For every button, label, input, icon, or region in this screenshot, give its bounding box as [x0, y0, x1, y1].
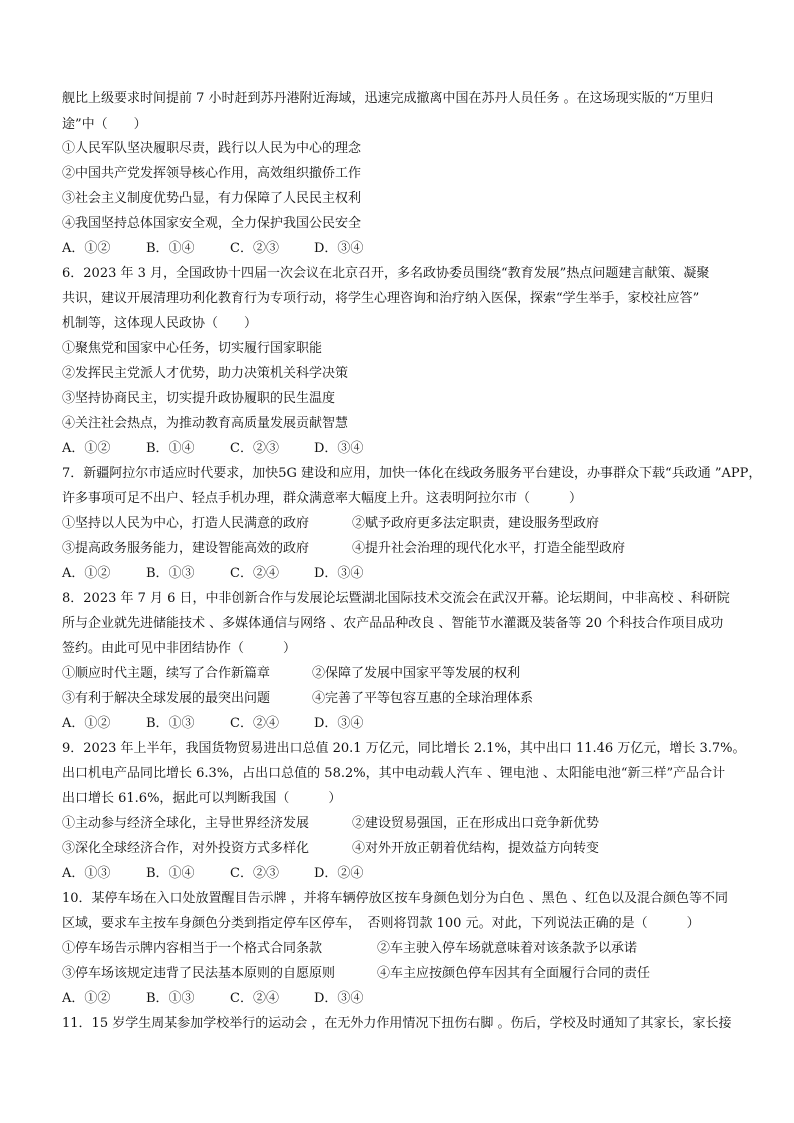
- question-8-text: 所与企业就先进储能技术 、多媒体通信与网络 、农产品品种改良 、智能节水灌溉及装备等 20 个科技合作项目成功: [62, 616, 724, 631]
- option-b: B．①④: [146, 241, 195, 256]
- statement-2: ②保障了发展中国家平等发展的权利: [312, 666, 521, 681]
- statement-row: [62, 666, 520, 682]
- option-b: B．①④: [146, 866, 195, 881]
- question-10-text: 区域，要求车主按车身颜色分类到指定停车区停车， 否则将罚款 100 元。对此，下列说法正确的是（ ）: [62, 916, 700, 931]
- statement-2: ②车主驶入停车场就意味着对该条款予以承诺: [377, 941, 638, 956]
- statement-row: [62, 841, 599, 857]
- option-b: B．①③: [146, 716, 195, 731]
- question-7-text: 7．新疆阿拉尔市适应时代要求，加快5G 建设和应用，加快一体化在线政务服务平台建设，办事群众下载“兵政通 ”APP，: [62, 466, 762, 481]
- statement-row: [62, 541, 625, 557]
- option-d: D．③④: [314, 566, 364, 581]
- option-a: A．①②: [62, 241, 111, 256]
- statement-4: ④完善了平等包容互惠的全球治理体系: [312, 691, 534, 706]
- question-8-text: 8．2023 年 7 月 6 日，中非创新合作与发展论坛暨湖北国际技术交流会在武汉开幕。论坛期间，中非高校 、科研院: [62, 591, 730, 606]
- question-6-text: 共识，建议开展清理功利化教育行为专项行动，将学生心理咨询和治疗纳入医保，探索“学生举手，家校社应答”: [62, 291, 700, 306]
- question-text: 舰比上级要求时间提前 7 小时赶到苏丹港附近海域，迅速完成撤离中国在苏丹人员任务 。在这场现实版的“万里归: [62, 91, 714, 106]
- answer-options: [62, 441, 398, 457]
- statement-row: [62, 691, 533, 707]
- option-a: A．①②: [62, 716, 111, 731]
- statement-1: ①坚持以人民为中心，打造人民满意的政府: [62, 516, 310, 531]
- option-c: C．②③: [230, 866, 279, 881]
- statement-3: ③坚持协商民主，切实提升政协履职的民生温度: [62, 391, 336, 406]
- option-d: D．③④: [314, 991, 364, 1006]
- statement-1: ①人民军队坚决履职尽责，践行以人民为中心的理念: [62, 141, 362, 156]
- question-10-text: 10．某停车场在入口处放置醒目告示牌 ，并将车辆停放区按车身颜色划分为白色 、黑色 、红色以及混合颜色等不同: [62, 891, 728, 906]
- statement-2: ②中国共产党发挥领导核心作用，高效组织撤侨工作: [62, 166, 362, 181]
- option-b: B．①④: [146, 441, 195, 456]
- option-d: D．③④: [314, 716, 364, 731]
- statement-4: ④关注社会热点，为推动教育高质量发展贡献智慧: [62, 416, 349, 431]
- option-c: C．②④: [230, 716, 279, 731]
- statement-row: [62, 816, 599, 832]
- question-9-text: 出口机电产品同比增长 6.3%，占出口总值的 58.2%，其中电动载人汽车 、锂电池 、太阳能电池“新三样”产品合计: [62, 766, 726, 781]
- statement-3: ③深化全球经济合作，对外投资方式多样化: [62, 841, 310, 856]
- option-c: C．②④: [230, 991, 279, 1006]
- statement-1: ①主动参与经济全球化，主导世界经济发展: [62, 816, 310, 831]
- statement-1: ①停车场告示牌内容相当于一个格式合同条款: [62, 941, 323, 956]
- answer-options: [62, 716, 398, 732]
- statement-3: ③有利于解决全球发展的最突出问题: [62, 691, 271, 706]
- statement-row: [62, 966, 650, 982]
- option-a: A．①②: [62, 566, 111, 581]
- option-c: C．②③: [230, 241, 279, 256]
- answer-options: [62, 241, 398, 257]
- answer-options: [62, 566, 398, 582]
- option-d: D．②④: [314, 866, 364, 881]
- question-9-text: 出口增长 61.6%，据此可以判断我国（ ）: [62, 791, 342, 806]
- option-a: A．①②: [62, 991, 111, 1006]
- answer-options: [62, 866, 398, 882]
- option-c: C．②③: [230, 441, 279, 456]
- statement-4: ④车主应按颜色停车因其有全面履行合同的责任: [377, 966, 651, 981]
- statement-2: ②建设贸易强国，正在形成出口竞争新优势: [352, 816, 600, 831]
- question-8-text: 签约。由此可见中非团结协作（ ）: [62, 641, 297, 656]
- statement-1: ①聚焦党和国家中心任务，切实履行国家职能: [62, 341, 323, 356]
- option-b: B．①③: [146, 991, 195, 1006]
- statement-row: [62, 941, 637, 957]
- answer-options: [62, 991, 398, 1007]
- statement-4: ④对外开放正朝着优结构，提效益方向转变: [352, 841, 600, 856]
- option-c: C．②④: [230, 566, 279, 581]
- option-b: B．①③: [146, 566, 195, 581]
- option-d: D．③④: [314, 241, 364, 256]
- option-a: A．①②: [62, 441, 111, 456]
- statement-3: ③社会主义制度优势凸显，有力保障了人民民主权利: [62, 191, 362, 206]
- question-text: 途”中（ ）: [62, 117, 147, 132]
- statement-1: ①顺应时代主题，续写了合作新篇章: [62, 666, 271, 681]
- question-7-text: 许多事项可足不出户、轻点手机办理，群众满意率大幅度上升。这表明阿拉尔市（ ）: [62, 491, 583, 506]
- question-6-text: 机制等，这体现人民政协（ ）: [62, 316, 258, 331]
- statement-2: ②赋予政府更多法定职责，建设服务型政府: [352, 516, 600, 531]
- question-6-text: 6．2023 年 3 月，全国政协十四届一次会议在北京召开，多名政协委员围绕“教育发展”热点问题建言献策、凝聚: [62, 266, 710, 281]
- statement-row: [62, 516, 599, 532]
- statement-4: ④我国坚持总体国家安全观，全力保护我国公民安全: [62, 216, 362, 231]
- question-11-text: 11．15 岁学生周某参加学校举行的运动会 ，在无外力作用情况下扭伤右脚 。伤后，学校及时通知了其家长，家长接: [62, 1016, 732, 1031]
- option-a: A．①③: [62, 866, 111, 881]
- statement-4: ④提升社会治理的现代化水平，打造全能型政府: [352, 541, 626, 556]
- option-d: D．③④: [314, 441, 364, 456]
- statement-2: ②发挥民主党派人才优势，助力决策机关科学决策: [62, 366, 349, 381]
- question-9-text: 9．2023 年上半年，我国货物贸易进出口总值 20.1 万亿元，同比增长 2.1%，其中出口 11.46 万亿元，增长 3.7%。: [62, 741, 746, 756]
- statement-3: ③停车场该规定违背了民法基本原则的自愿原则: [62, 966, 336, 981]
- statement-3: ③提高政务服务能力，建设智能高效的政府: [62, 541, 310, 556]
